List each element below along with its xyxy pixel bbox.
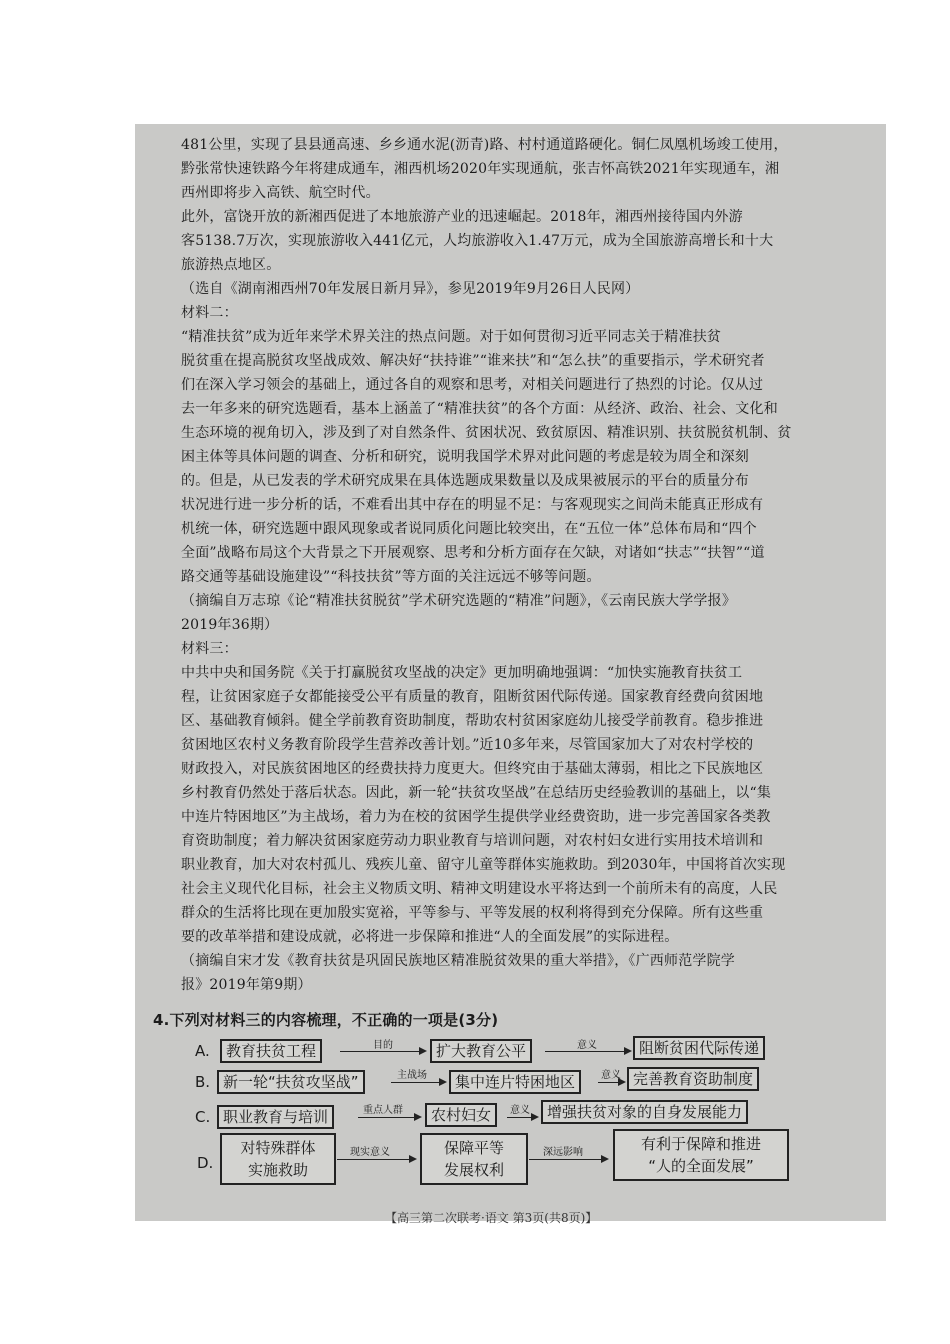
option-c-box3: 增强扶贫对象的自身发展能力 <box>541 1100 748 1124</box>
option-a-arrow2 <box>545 1051 630 1052</box>
option-c-arrow1 <box>358 1117 420 1118</box>
text-line: 们在深入学习领会的基础上，通过各自的观察和思考，对相关问题进行了热烈的讨论。仅从过 <box>181 377 764 393</box>
option-d-box2-line2: 发展权利 <box>443 1161 504 1179</box>
option-d-arrow1 <box>337 1159 415 1160</box>
text-line: 社会主义现代化目标，社会主义物质文明、精神文明建设水平将达到一个前所未有的高度，人民 <box>181 881 778 897</box>
option-a-arrow1 <box>340 1051 425 1052</box>
option-d-arrow2-label: 深远影响 <box>543 1147 583 1158</box>
text-line: 2019年36期） <box>181 617 279 633</box>
option-d-box1-line2: 实施救助 <box>247 1161 308 1179</box>
option-d-box3-line2: “人的全面发展” <box>648 1157 754 1175</box>
option-d-arrow1-label: 现实意义 <box>350 1147 390 1158</box>
text-line: （选自《湖南湘西州70年发展日新月异》，参见2019年9月26日人民网） <box>181 281 640 297</box>
text-line: “精准扶贫”成为近年来学术界关注的热点问题。对于如何贯彻习近平同志关于精准扶贫 <box>181 329 722 345</box>
text-line: 财政投入，对民族贫困地区的经费扶持力度更大。但终究由于基础太薄弱，相比之下民族地区 <box>181 761 764 777</box>
option-d-letter: D. <box>197 1154 214 1172</box>
page-footer: 【高三第二次联考·语文 第3页(共8页)】 <box>385 1211 598 1225</box>
text-line: 育资助制度；着力解决贫困家庭劳动力职业教育与培训问题，对农村妇女进行实用技术培训和 <box>181 833 764 849</box>
option-d-box1 <box>220 1133 336 1185</box>
text-line: 的。但是，从已发表的学术研究成果在具体选题成果数量以及成果被展示的平台的质量分布 <box>181 473 749 489</box>
option-a-box2: 扩大教育公平 <box>430 1039 532 1063</box>
option-b-box2: 集中连片特困地区 <box>449 1070 581 1094</box>
text-line: 脱贫重在提高脱贫攻坚战成效、解决好“扶持谁”“谁来扶”和“怎么扶”的重要指示，学术研究者 <box>181 353 765 369</box>
text-line: 乡村教育仍然处于落后状态。因此，新一轮“扶贫攻坚战”在总结历史经验教训的基础上，以“集 <box>181 785 772 801</box>
option-b-letter: B. <box>195 1073 211 1091</box>
option-d-box3 <box>613 1129 789 1181</box>
text-line: 中连片特困地区”为主战场，着力为在校的贫困学生提供学业经费资助，进一步完善国家各类教 <box>181 809 771 825</box>
text-line: 程，让贫困家庭子女都能接受公平有质量的教育，阻断贫困代际传递。国家教育经费向贫困地 <box>181 689 764 705</box>
text-line: 群众的生活将比现在更加殷实宽裕，平等参与、平等发展的权利将得到充分保障。所有这些重 <box>181 905 764 921</box>
option-d-arrow2 <box>529 1159 607 1160</box>
text-line: 困主体等具体问题的调查、分析和研究，说明我国学术界对此问题的考虑是较为周全和深刻 <box>181 449 749 465</box>
text-line: 黔张常快速铁路今年将建成通车，湘西机场2020年实现通航，张吉怀高铁2021年实现通车，湘 <box>181 161 780 177</box>
option-b-arrow2-label: 意义 <box>601 1070 621 1081</box>
text-line: 此外，富饶开放的新湘西促进了本地旅游产业的迅速崛起。2018年，湘西州接待国内外游 <box>181 209 743 225</box>
option-b-arrow1-label: 主战场 <box>397 1070 427 1081</box>
text-line: 贫困地区农村义务教育阶段学生营养改善计划。”近10多年来，尽管国家加大了对农村学校的 <box>181 737 754 753</box>
option-c-letter: C. <box>195 1108 211 1126</box>
text-line: 材料二： <box>181 305 238 321</box>
option-a-box1: 教育扶贫工程 <box>220 1039 322 1063</box>
option-d-box2 <box>420 1133 528 1185</box>
text-line: （摘编自万志琼《论“精准扶贫脱贫”学术研究选题的“精准”问题》，《云南民族大学学报》 <box>181 593 737 609</box>
option-d-box1-line1: 对特殊群体 <box>240 1139 316 1157</box>
text-line: 报》2019年第9期） <box>181 977 312 993</box>
text-line: 中共中央和国务院《关于打赢脱贫攻坚战的决定》更加明确地强调：“加快实施教育扶贫工 <box>181 665 743 681</box>
option-c-arrow2-label: 意义 <box>510 1105 530 1116</box>
option-d-box2-line1: 保障平等 <box>443 1139 504 1157</box>
option-a-box3: 阻断贫困代际传递 <box>633 1036 765 1060</box>
text-line: 全面”战略布局这个大背景之下开展观察、思考和分析方面存在欠缺，对诸如“扶志”“扶智”“道 <box>181 545 765 561</box>
option-a-letter: A. <box>195 1042 210 1060</box>
option-b-arrow2 <box>598 1082 624 1083</box>
text-line: 路交通等基础设施建设”“科技扶贫”等方面的关注远远不够等问题。 <box>181 569 601 585</box>
text-line: 客5138.7万次，实现旅游收入441亿元，人均旅游收入1.47万元，成为全国旅游高增长和十大 <box>181 233 774 249</box>
exam-page <box>135 124 886 1225</box>
text-line: 机统一体，研究选题中跟风现象或者说同质化问题比较突出，在“五位一体”总体布局和“四个 <box>181 521 757 537</box>
option-a-arrow1-label: 目的 <box>373 1040 393 1051</box>
option-c-arrow2 <box>507 1117 537 1118</box>
text-line: 481公里，实现了县县通高速、乡乡通水泥(沥青)路、村村通道路硬化。铜仁凤凰机场竣工使用， <box>181 137 788 153</box>
text-line: （摘编自宋才发《教育扶贫是巩固民族地区精准脱贫效果的重大举措》，《广西师范学院学 <box>181 953 735 969</box>
text-line: 旅游热点地区。 <box>181 257 281 273</box>
option-a-arrow2-label: 意义 <box>577 1040 597 1051</box>
option-b-box3: 完善教育资助制度 <box>627 1067 759 1091</box>
text-line: 状况进行进一步分析的话，不难看出其中存在的明显不足：与客观现实之间尚未能真正形成有 <box>181 497 764 513</box>
option-b-arrow1 <box>391 1082 445 1083</box>
option-b-box1: 新一轮“扶贫攻坚战” <box>217 1070 365 1094</box>
text-line: 去一年多来的研究选题看，基本上涵盖了“精准扶贫”的各个方面：从经济、政治、社会、文化和 <box>181 401 778 417</box>
text-line: 材料三： <box>181 641 238 657</box>
text-line: 要的改革举措和建设成就，必将进一步保障和推进“人的全面发展”的实际进程。 <box>181 929 679 945</box>
text-line: 职业教育，加大对农村孤儿、残疾儿童、留守儿童等群体实施救助。到2030年，中国将首次实现 <box>181 857 786 873</box>
option-d-box3-line1: 有利于保障和推进 <box>640 1135 761 1153</box>
option-c-box2: 农村妇女 <box>425 1103 497 1127</box>
text-line: 区、基础教育倾斜。健全学前教育资助制度，帮助农村贫困家庭幼儿接受学前教育。稳步推进 <box>181 713 764 729</box>
text-line: 西州即将步入高铁、航空时代。 <box>181 185 380 201</box>
option-c-arrow1-label: 重点人群 <box>363 1105 403 1116</box>
option-c-box1: 职业教育与培训 <box>217 1105 334 1129</box>
question-stem: 4.下列对材料三的内容梳理，不正确的一项是(3分) <box>153 1011 499 1029</box>
text-line: 生态环境的视角切入，涉及到了对自然条件、贫困状况、致贫原因、精准识别、扶贫脱贫机制、贫 <box>181 425 792 441</box>
